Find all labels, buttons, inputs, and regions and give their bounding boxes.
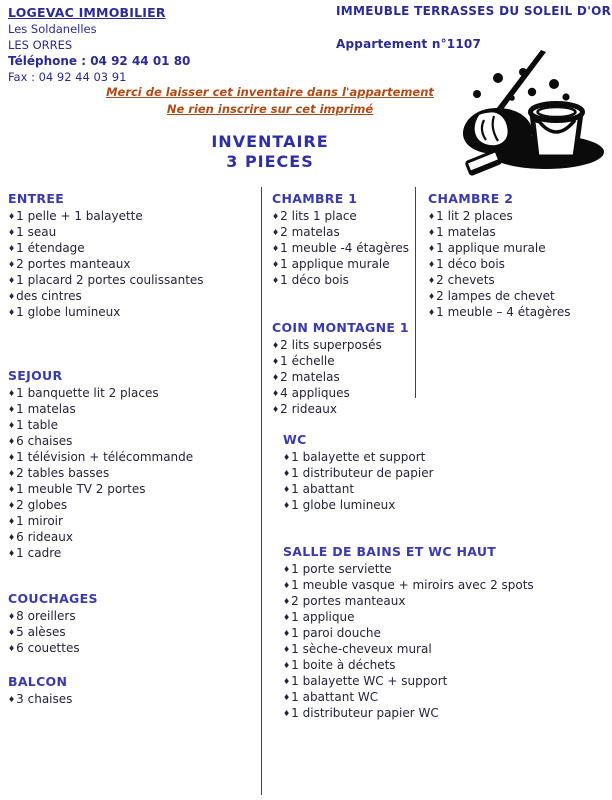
item-label: 1 échelle — [280, 354, 335, 368]
inventory-item — [8, 529, 260, 545]
item-label: 1 balayette et support — [291, 450, 426, 464]
inventory-item — [283, 497, 432, 513]
inventory-item — [8, 624, 260, 640]
item-label: 1 déco bois — [280, 273, 349, 287]
diamond-bullet-icon: ♦ — [283, 708, 291, 718]
item-label: 2 matelas — [280, 370, 340, 384]
inventory-item — [8, 497, 260, 513]
section-heading: WC — [283, 432, 307, 447]
inventory-section — [8, 190, 260, 320]
diamond-bullet-icon: ♦ — [8, 307, 16, 317]
diamond-bullet-icon: ♦ — [8, 516, 16, 526]
diamond-bullet-icon: ♦ — [8, 532, 16, 542]
item-label: 6 rideaux — [16, 530, 73, 544]
inventory-item — [272, 353, 432, 369]
item-label: 1 applique murale — [436, 241, 546, 255]
diamond-bullet-icon: ♦ — [428, 307, 436, 317]
section-heading: COIN MONTAGNE 1 — [272, 320, 409, 335]
item-label: 3 chaises — [16, 692, 73, 706]
diamond-bullet-icon: ♦ — [283, 564, 291, 574]
item-label: 8 oreillers — [16, 609, 76, 623]
item-label: 5 alèses — [16, 625, 66, 639]
item-label: 4 appliques — [280, 386, 350, 400]
column-entree-sejour — [8, 190, 260, 707]
building-block — [336, 4, 611, 51]
item-label: 1 placard 2 portes coulissantes — [16, 273, 204, 287]
section-heading: BALCON — [8, 674, 68, 689]
item-label: 1 sèche-cheveux mural — [291, 642, 432, 656]
item-label: 1 meuble TV 2 portes — [16, 482, 146, 496]
diamond-bullet-icon: ♦ — [283, 484, 291, 494]
item-label: 1 meuble -4 étagères — [280, 241, 409, 255]
inventory-item — [428, 304, 610, 320]
inventory-item — [8, 481, 260, 497]
item-label: 2 rideaux — [280, 402, 337, 416]
inventory-item — [272, 240, 432, 256]
item-label: 1 globe lumineux — [16, 305, 121, 319]
diamond-bullet-icon: ♦ — [8, 275, 16, 285]
section-heading: SEJOUR — [8, 368, 63, 383]
item-label: 1 boite à déchets — [291, 658, 396, 672]
inventory-item — [428, 272, 610, 288]
diamond-bullet-icon: ♦ — [283, 676, 291, 686]
inventory-section — [8, 673, 260, 707]
item-label: 2 lits 1 place — [280, 209, 357, 223]
inventory-item — [272, 369, 432, 385]
diamond-bullet-icon: ♦ — [272, 372, 280, 382]
column-divider-left — [261, 187, 262, 795]
diamond-bullet-icon: ♦ — [283, 500, 291, 510]
item-label: 2 lampes de chevet — [436, 289, 555, 303]
inventory-item — [272, 208, 432, 224]
item-label: 2 globes — [16, 498, 68, 512]
item-label: 1 globe lumineux — [291, 498, 396, 512]
section-heading: COUCHAGES — [8, 591, 98, 606]
item-label: 6 couettes — [16, 641, 80, 655]
item-label: 1 lit 2 places — [436, 209, 513, 223]
item-label: 2 portes manteaux — [16, 257, 131, 271]
diamond-bullet-icon: ♦ — [272, 388, 280, 398]
item-label: 1 distributeur papier WC — [291, 706, 439, 720]
diamond-bullet-icon: ♦ — [283, 644, 291, 654]
diamond-bullet-icon: ♦ — [8, 484, 16, 494]
inventory-item — [428, 208, 610, 224]
item-label: 1 déco bois — [436, 257, 505, 271]
diamond-bullet-icon: ♦ — [8, 452, 16, 462]
item-label: 2 matelas — [280, 225, 340, 239]
title-line-1: INVENTAIRE — [211, 132, 329, 151]
diamond-bullet-icon: ♦ — [8, 468, 16, 478]
inventory-item — [428, 224, 610, 240]
diamond-bullet-icon: ♦ — [283, 612, 291, 622]
inventory-section — [8, 367, 260, 561]
section-heading: CHAMBRE 2 — [428, 191, 514, 206]
item-label: 1 télévision + télécommande — [16, 450, 194, 464]
inventory-item — [8, 224, 260, 240]
inventory-item — [8, 608, 260, 624]
inventory-item — [272, 256, 432, 272]
building-name: IMMEUBLE TERRASSES DU SOLEIL D'OR — [336, 4, 612, 18]
diamond-bullet-icon: ♦ — [272, 227, 280, 237]
diamond-bullet-icon: ♦ — [8, 500, 16, 510]
notice-line-2: Ne rien inscrire sur cet imprimé — [166, 102, 374, 116]
diamond-bullet-icon: ♦ — [283, 596, 291, 606]
diamond-bullet-icon: ♦ — [428, 211, 436, 221]
inventory-item — [283, 593, 432, 609]
diamond-bullet-icon: ♦ — [283, 692, 291, 702]
inventory-item — [428, 256, 610, 272]
inventory-item — [8, 401, 260, 417]
inventory-item — [8, 513, 260, 529]
item-label: 1 distributeur de papier — [291, 466, 434, 480]
agency-block — [8, 4, 190, 85]
section-heading: ENTREE — [8, 191, 65, 206]
item-label: 1 étendage — [16, 241, 85, 255]
inventory-item — [8, 256, 260, 272]
agency-address-line1: Les Soldanelles — [8, 22, 97, 36]
item-label: 1 paroi douche — [291, 626, 381, 640]
diamond-bullet-icon: ♦ — [8, 611, 16, 621]
item-label: des cintres — [16, 289, 82, 303]
diamond-bullet-icon: ♦ — [428, 291, 436, 301]
diamond-bullet-icon: ♦ — [8, 420, 16, 430]
diamond-bullet-icon: ♦ — [272, 211, 280, 221]
inventory-item — [8, 240, 260, 256]
item-label: 1 abattant — [291, 482, 355, 496]
inventory-section — [272, 190, 432, 288]
notice-line-1: Merci de laisser cet inventaire dans l'appartement — [106, 85, 434, 99]
diamond-bullet-icon: ♦ — [283, 580, 291, 590]
title-line-2: 3 PIECES — [226, 152, 314, 171]
inventory-item — [283, 561, 432, 577]
item-label: 1 abattant WC — [291, 690, 379, 704]
inventory-item — [283, 673, 448, 689]
item-label: 2 portes manteaux — [291, 594, 406, 608]
diamond-bullet-icon: ♦ — [8, 243, 16, 253]
diamond-bullet-icon: ♦ — [8, 404, 16, 414]
inventory-item — [283, 657, 432, 673]
diamond-bullet-icon: ♦ — [8, 291, 16, 301]
inventory-section — [428, 190, 610, 320]
agency-phone: Téléphone : 04 92 44 01 80 — [8, 54, 191, 68]
diamond-bullet-icon: ♦ — [428, 275, 436, 285]
diamond-bullet-icon: ♦ — [272, 340, 280, 350]
inventory-item — [8, 385, 260, 401]
inventory-item — [8, 304, 260, 320]
inventory-item — [283, 481, 432, 497]
diamond-bullet-icon: ♦ — [8, 227, 16, 237]
inventory-item — [272, 385, 432, 401]
diamond-bullet-icon: ♦ — [283, 452, 291, 462]
inventory-section — [283, 431, 432, 513]
item-label: 1 applique murale — [280, 257, 390, 271]
item-label: 1 applique — [291, 610, 355, 624]
item-label: 1 table — [16, 418, 59, 432]
diamond-bullet-icon: ♦ — [272, 275, 280, 285]
diamond-bullet-icon: ♦ — [8, 259, 16, 269]
diamond-bullet-icon: ♦ — [428, 227, 436, 237]
agency-fax: Fax : 04 92 44 03 91 — [8, 70, 127, 84]
inventory-item — [283, 577, 534, 593]
inventory-item — [283, 641, 432, 657]
inventory-item — [283, 609, 432, 625]
inventory-item — [8, 449, 260, 465]
inventory-item — [272, 224, 432, 240]
item-label: 1 pelle + 1 balayette — [16, 209, 143, 223]
diamond-bullet-icon: ♦ — [283, 660, 291, 670]
inventory-item — [8, 288, 260, 304]
apartment-number: Appartement n°1107 — [336, 37, 481, 51]
inventory-item — [8, 433, 260, 449]
item-label: 1 meuble vasque + miroirs avec 2 spots — [291, 578, 534, 592]
diamond-bullet-icon: ♦ — [272, 404, 280, 414]
diamond-bullet-icon: ♦ — [272, 243, 280, 253]
diamond-bullet-icon: ♦ — [8, 548, 16, 558]
diamond-bullet-icon: ♦ — [8, 694, 16, 704]
item-label: 6 chaises — [16, 434, 73, 448]
diamond-bullet-icon: ♦ — [8, 436, 16, 446]
inventory-item — [283, 689, 432, 705]
inventory-item — [272, 272, 432, 288]
inventory-item — [283, 449, 432, 465]
section-heading: CHAMBRE 1 — [272, 191, 358, 206]
item-label: 1 miroir — [16, 514, 63, 528]
diamond-bullet-icon: ♦ — [8, 211, 16, 221]
item-label: 1 meuble – 4 étagères — [436, 305, 571, 319]
item-label: 2 lits superposés — [280, 338, 382, 352]
inventory-item — [8, 691, 260, 707]
inventory-item — [428, 240, 610, 256]
inventory-item — [428, 288, 610, 304]
item-label: 1 matelas — [436, 225, 496, 239]
item-label: 1 cadre — [16, 546, 62, 560]
item-label: 2 tables basses — [16, 466, 110, 480]
inventory-item — [8, 465, 260, 481]
inventory-item — [272, 401, 432, 417]
diamond-bullet-icon: ♦ — [428, 259, 436, 269]
inventory-section — [272, 319, 432, 417]
inventory-item — [8, 272, 260, 288]
inventory-item — [283, 625, 432, 641]
mop-and-bucket-clipart-icon — [448, 50, 612, 180]
item-label: 1 porte serviette — [291, 562, 392, 576]
diamond-bullet-icon: ♦ — [283, 468, 291, 478]
item-label: 1 seau — [16, 225, 57, 239]
inventory-item — [8, 640, 260, 656]
section-heading: SALLE DE BAINS ET WC HAUT — [283, 544, 497, 559]
diamond-bullet-icon: ♦ — [428, 243, 436, 253]
inventory-item — [283, 465, 432, 481]
diamond-bullet-icon: ♦ — [8, 627, 16, 637]
item-label: 1 banquette lit 2 places — [16, 386, 159, 400]
column-chambre2 — [428, 190, 610, 320]
diamond-bullet-icon: ♦ — [272, 356, 280, 366]
agency-address-line2: LES ORRES — [8, 38, 73, 52]
inventory-item — [8, 545, 260, 561]
item-label: 1 balayette WC + support — [291, 674, 448, 688]
inventory-section — [283, 543, 534, 721]
diamond-bullet-icon: ♦ — [8, 388, 16, 398]
inventory-item — [8, 208, 260, 224]
inventory-item — [8, 417, 260, 433]
item-label: 1 matelas — [16, 402, 76, 416]
diamond-bullet-icon: ♦ — [272, 259, 280, 269]
inventory-item — [283, 705, 439, 721]
diamond-bullet-icon: ♦ — [8, 643, 16, 653]
item-label: 2 chevets — [436, 273, 495, 287]
diamond-bullet-icon: ♦ — [283, 628, 291, 638]
agency-name: LOGEVAC IMMOBILIER — [8, 5, 166, 20]
inventory-item — [272, 337, 432, 353]
inventory-section — [8, 590, 260, 656]
